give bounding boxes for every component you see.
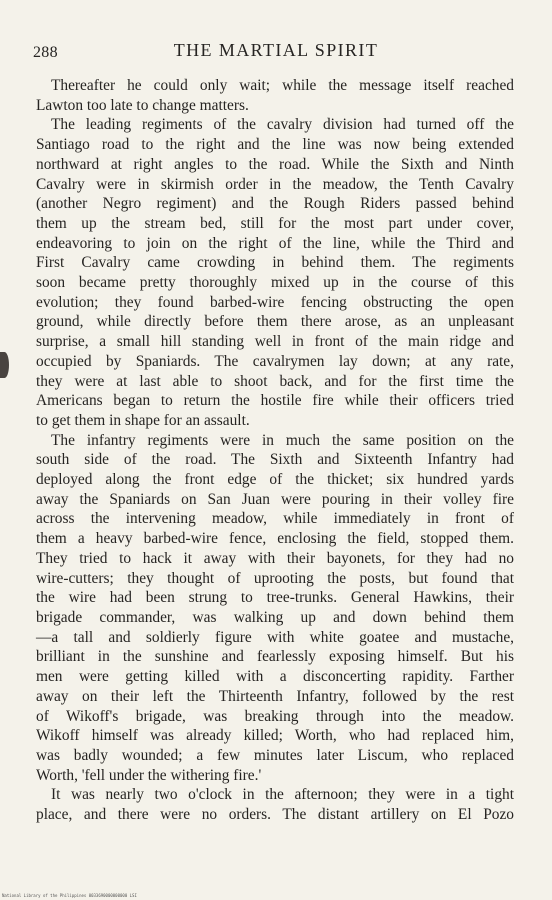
text-line: endeavoring to join on the right of the line, while the Third and — [36, 234, 514, 252]
text-line: surprise, a small hill standing well in front of the main ridge and — [36, 333, 514, 351]
text-line: away the Spaniards on San Juan were pouring in their volley fire — [36, 490, 514, 508]
text-line: Thereafter he could only wait; while the message itself reached — [51, 77, 514, 94]
text-line: They tried to hack it away with their bayonets, for they had no — [36, 549, 514, 567]
paragraph — [36, 785, 514, 824]
text-line: brigade commander, was walking up and down behind them — [36, 608, 514, 626]
text-line: place, and there were no orders. The distant artillery on El Pozo — [36, 806, 514, 824]
text-line: them up the stream bed, still for the most part under cover, — [36, 214, 514, 232]
running-title: THE MARTIAL SPIRIT — [173, 40, 379, 60]
text-line: they were at last able to shoot back, and for the first time the — [36, 372, 514, 390]
text-line: men were getting killed with a disconcerting rapidity. Farther — [36, 668, 514, 686]
text-line: of Wikoff's brigade, was breaking through into the meadow. — [36, 707, 514, 725]
text-line: (another Negro regiment) and the Rough Riders passed behind — [36, 195, 514, 213]
text-line: ground, while directly before them there arose, as an unpleasant — [36, 313, 514, 331]
text-line: The infantry regiments were in much the same position on the — [51, 431, 514, 449]
text-line: Americans began to return the hostile fire while their officers tried — [36, 392, 514, 410]
text-line: First Cavalry came crowding in behind them. The regiments — [36, 254, 514, 272]
text-line: The leading regiments of the cavalry division had turned off the — [51, 116, 514, 134]
text-line: south side of the road. The Sixth and Sixteenth Infantry had — [36, 451, 514, 469]
text-line: Cavalry were in skirmish order in the meadow, the Tenth Cavalry — [36, 175, 514, 193]
text-line: soon became pretty thoroughly mixed up in the course of this — [36, 274, 514, 292]
paragraph — [36, 115, 514, 430]
text-line: them a heavy barbed-wire fence, enclosing the field, stopped them. — [36, 530, 514, 548]
running-head — [0, 36, 552, 66]
text-line: Lawton too late to change matters. — [36, 96, 249, 114]
text-line: was badly wounded; a few minutes later Liscum, who replaced — [36, 746, 514, 764]
text-line: —a tall and soldierly figure with white goatee and mustache, — [36, 628, 514, 646]
text-line: Santiago road to the right and the line was now being extended — [36, 136, 514, 154]
text-line: away on their left the Thirteenth Infantry, followed by the rest — [36, 687, 514, 705]
text-line: Worth, 'fell under the withering fire.' — [36, 766, 262, 784]
paragraph — [36, 431, 514, 786]
text-line: It was nearly two o'clock in the afternoon; they were in a tight — [51, 786, 514, 804]
text-line: evolution; they found barbed-wire fencing obstructing the open — [36, 293, 514, 311]
text-line: northward at right angles to the road. While the Sixth and Ninth — [36, 155, 514, 173]
margin-ink-mark — [0, 352, 9, 378]
text-line: to get them in shape for an assault. — [36, 411, 250, 429]
text-line: the wire had been strung to tree-trunks. General Hawkins, their — [36, 589, 514, 607]
text-line: Wikoff himself was already killed; Worth, who had replaced him, — [36, 727, 514, 745]
text-line: across the intervening meadow, while immediately in front of — [36, 510, 514, 528]
footer-stamp: National Library of the Philippines 0033690000000000 LSI — [2, 893, 137, 898]
text-line: deployed along the front edge of the thicket; six hundred yards — [36, 471, 514, 489]
text-line: occupied by Spaniards. The cavalrymen lay down; at any rate, — [36, 352, 514, 370]
page-number: 288 — [33, 44, 58, 61]
body-text — [36, 76, 514, 825]
paragraph — [36, 76, 514, 115]
text-line: brilliant in the sunshine and fearlessly exposing himself. But his — [36, 648, 514, 666]
text-line: wire-cutters; they thought of uprooting the posts, but found that — [36, 569, 514, 587]
